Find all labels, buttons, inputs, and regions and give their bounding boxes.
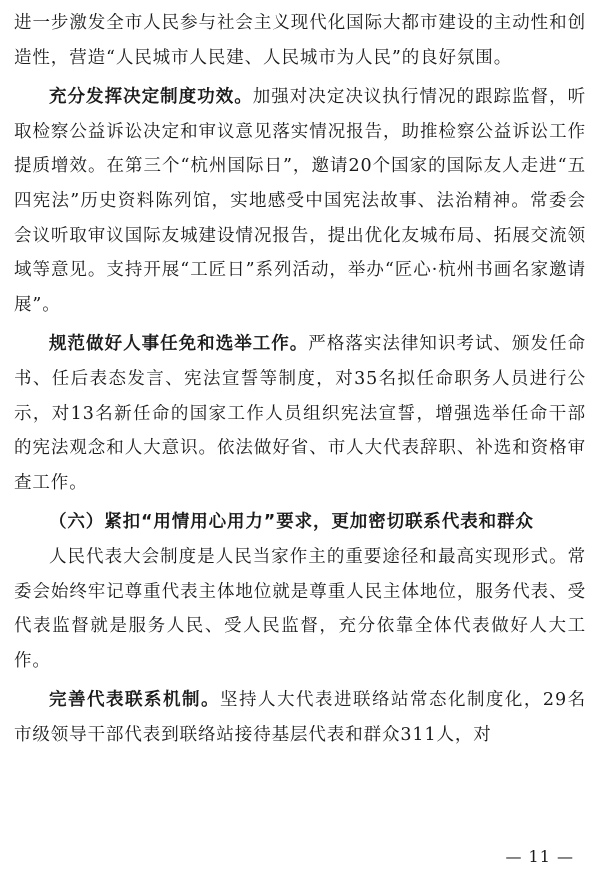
paragraph-text: 人民代表大会制度是人民当家作主的重要途径和最高实现形式。常委会始终牢记尊重代表主体地位就是尊重人民主体地位，服务代表、受代表监督就是服务人民、受人民监督，充分依靠全体代表做好人大工作。 xyxy=(14,546,586,671)
paragraph-decision-system xyxy=(14,80,586,322)
paragraph-text: 坚持人大代表进联络站常态化制度化，29名市级领导干部代表到联络站接待基层代表和群众311人，对 xyxy=(14,690,586,745)
paragraph-lead: 规范做好人事任免和选举工作。 xyxy=(49,334,309,355)
paragraph-people-congress xyxy=(14,540,586,678)
paragraph-text: 严格落实法律知识考试、颁发任命书、任后表态发言、宪法宣誓等制度，对35名拟任命职务人员进行公示，对13名新任命的国家工作人员组织宪法宣誓，增强选举任命干部的宪法观念和人大意识。依法做好省、市人大代表辞职、补选和资格审查工作。 xyxy=(14,334,586,493)
section-heading: （六）紧扣“用情用心用力”要求，更加密切联系代表和群众 xyxy=(49,512,534,533)
paragraph-personnel xyxy=(14,327,586,500)
paragraph-lead: 完善代表联系机制。 xyxy=(49,690,220,711)
paragraph-text: 加强对决定决议执行情况的跟踪监督，听取检察公益诉讼决定和审议意见落实情况报告，助推检察公益诉讼工作提质增效。在第三个“杭州国际日”，邀请20个国家的国际友人走进“五四宪法”历史资料陈列馆，实地感受中国宪法故事、法治精神。常委会会议听取审议国际友城建设情况报告，提出优化友城布局、拓展交流领域等意见。支持开展“工匠日”系列活动，举办“匠心·杭州书画名家邀请展”。 xyxy=(14,87,586,315)
paragraph-lead: 充分发挥决定制度功效。 xyxy=(49,87,253,108)
document-page xyxy=(14,0,586,752)
paragraph-liaison xyxy=(14,683,586,752)
paragraph-text: 进一步激发全市人民参与社会主义现代化国际大都市建设的主动性和创造性，营造“人民城市人民建、人民城市为人民”的良好氛围。 xyxy=(14,13,586,68)
paragraph-atmosphere xyxy=(14,6,586,75)
page-number: — 11 — xyxy=(505,847,574,866)
